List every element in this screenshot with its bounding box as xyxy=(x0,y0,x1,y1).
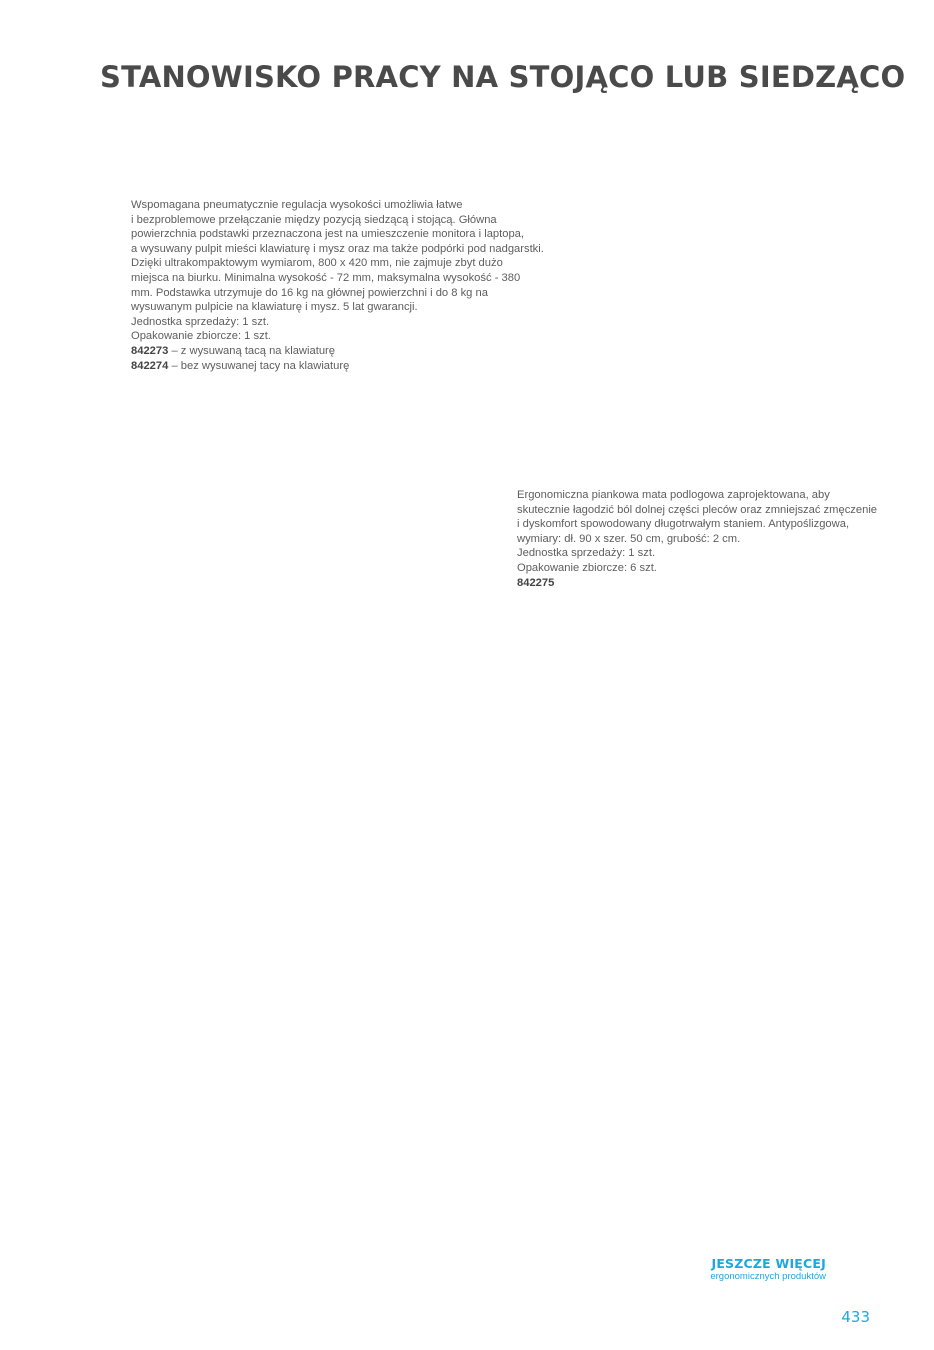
bulk-packaging: Opakowanie zbiorcze: 1 szt. xyxy=(131,330,271,343)
sales-unit: Jednostka sprzedaży: 1 szt. xyxy=(517,547,656,560)
mat-description-line: Ergonomiczna piankowa mata podlogowa zaprojektowana, aby xyxy=(517,489,830,501)
desk-description-line: Dzięki ultrakompaktowym wymiarom, 800 x 420 mm, nie zajmuje zbyt dużo xyxy=(131,257,503,270)
desk-description-line: a wysuwany pulpit mieści klawiaturę i mysz oraz ma także podpórki pod nadgarstki. xyxy=(131,242,544,255)
bulk-packaging: Opakowanie zbiorcze: 6 szt. xyxy=(517,561,657,574)
desk-description-line: Wspomagana pneumatycznie regulacja wysokości umożliwia łatwe xyxy=(131,199,463,211)
product-code: 842274 xyxy=(131,359,169,372)
variant-row xyxy=(131,344,544,359)
variant-row xyxy=(131,359,544,374)
page-title: STANOWISKO PRACY NA STOJĄCO LUB SIEDZĄCO xyxy=(100,60,906,94)
product-code: 842275 xyxy=(517,576,555,589)
sales-unit: Jednostka sprzedaży: 1 szt. xyxy=(131,315,270,328)
desk-description-line: miejsca na biurku. Minimalna wysokość - 72 mm, maksymalna wysokość - 380 xyxy=(131,271,521,284)
mat-description-line: wymiary: dł. 90 x szer. 50 cm, grubość: 2 cm. xyxy=(517,532,741,545)
desk-description-line: mm. Podstawka utrzymuje do 16 kg na głównej powierzchni i do 8 kg na xyxy=(131,286,488,299)
page-number: 433 xyxy=(841,1308,870,1326)
product-code: 842273 xyxy=(131,344,169,357)
more-products-title: JESZCZE WIĘCEJ xyxy=(711,1256,826,1271)
desk-description-line: i bezproblemowe przełączanie między pozycją siedzącą i stojącą. Główna xyxy=(131,213,497,226)
desk-description-line: wysuwanym pulpicie na klawiaturę i mysz. 5 lat gwarancji. xyxy=(131,301,418,314)
variant-description: – bez wysuwanej tacy na klawiaturę xyxy=(168,359,350,372)
desk-product-description xyxy=(131,198,544,373)
more-products-link[interactable] xyxy=(710,1256,826,1282)
mat-description-line: i dyskomfort spowodowany długotrwałym staniem. Antypoślizgowa, xyxy=(517,518,850,531)
mat-description-line: skutecznie łagodzić ból dolnej części pleców oraz zmniejszać zmęczenie xyxy=(517,503,878,516)
mat-product-description xyxy=(517,488,877,590)
desk-description-line: powierzchnia podstawki przeznaczona jest na umieszczenie monitora i laptopa, xyxy=(131,228,525,241)
more-products-subtitle: ergonomicznych produktów xyxy=(710,1271,826,1282)
variant-description: – z wysuwaną tacą na klawiaturę xyxy=(168,344,335,357)
